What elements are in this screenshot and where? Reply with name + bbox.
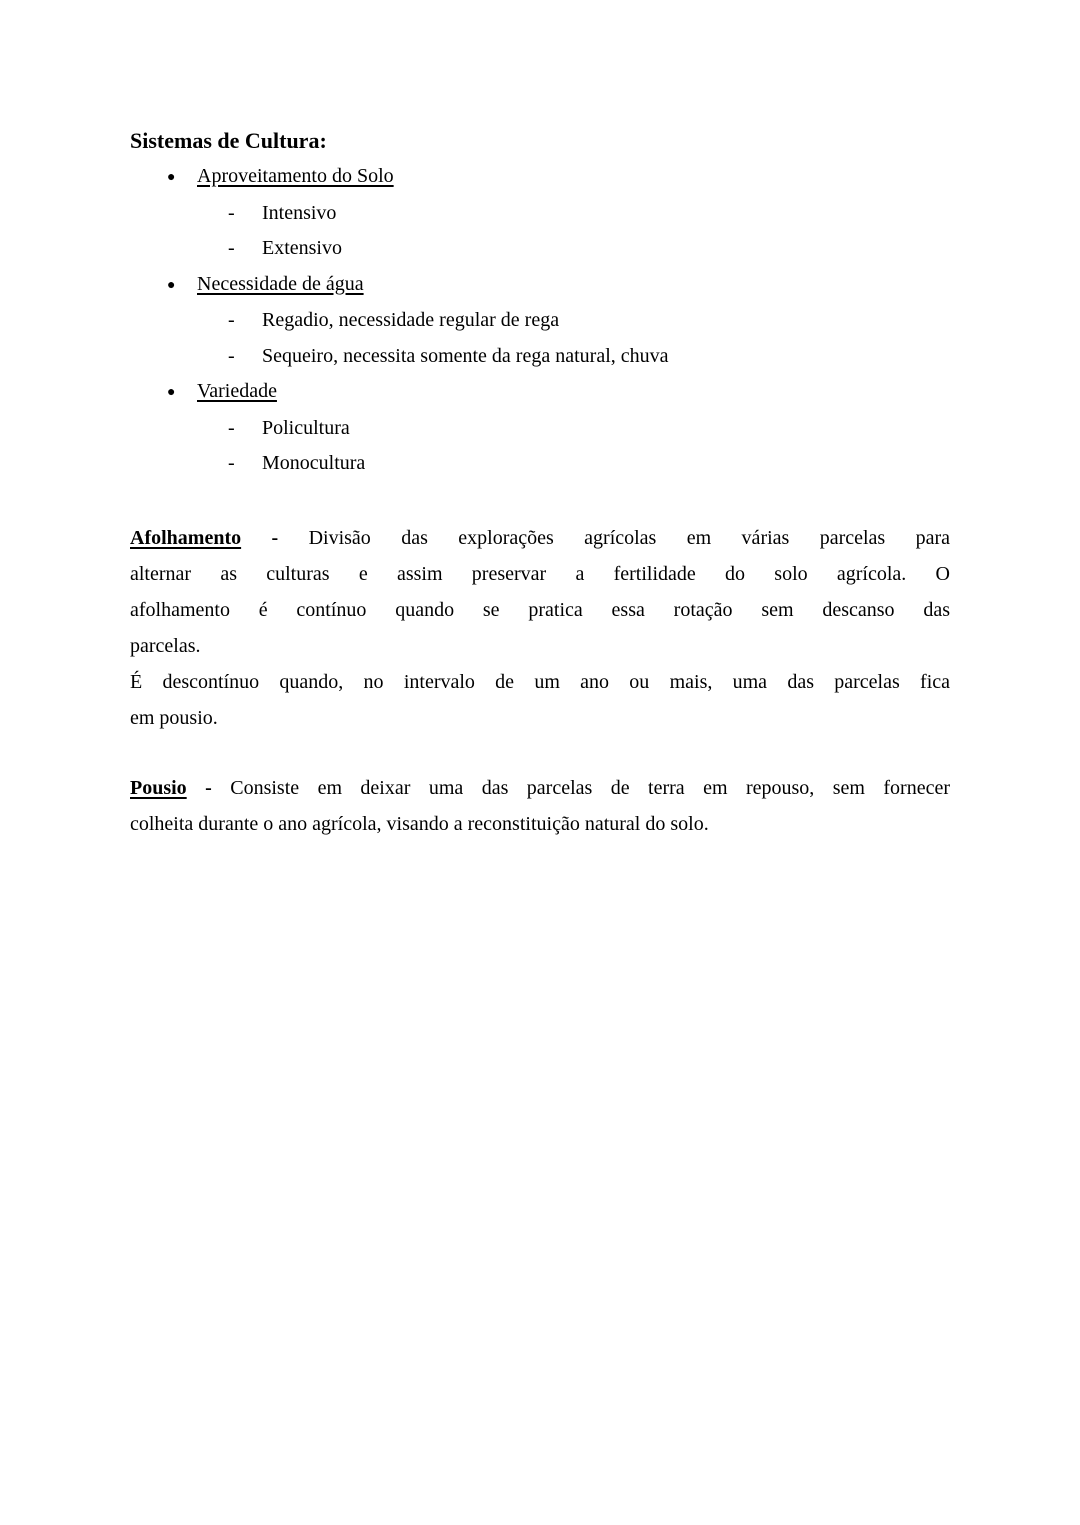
dash-icon: - <box>228 344 235 367</box>
list-subitem-label: Monocultura <box>262 452 366 474</box>
paragraph-text: Consiste em deixar uma das parcelas de terra em repouso, sem fornecer <box>230 776 950 799</box>
term-separator: - <box>205 776 212 799</box>
list-subitem <box>130 231 950 267</box>
paragraph-line: afolhamento é contínuo quando se pratica essa rotação sem descanso das <box>130 598 950 621</box>
term-separator: - <box>271 526 279 549</box>
bullet-icon: ● <box>167 385 176 400</box>
list-item <box>130 159 950 196</box>
list-item-label: Aproveitamento do Solo <box>197 165 394 187</box>
list-subitem <box>130 303 950 339</box>
paragraph-line: parcelas. <box>130 634 201 657</box>
dash-icon: - <box>228 416 235 439</box>
list-item-label: Necessidade de água <box>197 272 364 295</box>
list-subitem-label: Policultura <box>262 416 350 439</box>
list-subitem <box>130 339 950 375</box>
paragraph-line: em pousio. <box>130 706 218 729</box>
list-item <box>130 374 950 411</box>
paragraph-line <box>130 520 950 556</box>
culture-systems-list <box>130 159 950 482</box>
list-subitem-label: Regadio, necessidade regular de rega <box>262 309 560 331</box>
dash-icon: - <box>228 452 235 474</box>
list-subitem-label: Intensivo <box>262 201 337 224</box>
paragraph-line: alternar as culturas e assim preservar a fertilidade do solo agrícola. O <box>130 562 950 585</box>
dash-icon: - <box>228 309 235 331</box>
dash-icon: - <box>228 237 235 259</box>
list-subitem <box>130 446 950 482</box>
bullet-icon: ● <box>167 170 176 185</box>
bullet-icon: ● <box>167 277 176 293</box>
term-pousio: Pousio <box>130 776 187 799</box>
list-subitem <box>130 411 950 447</box>
list-item-label: Variedade <box>197 380 277 402</box>
pousio-definition <box>130 770 950 842</box>
list-subitem <box>130 196 950 232</box>
list-subitem-label: Extensivo <box>262 237 342 259</box>
paragraph-line <box>130 770 950 806</box>
dash-icon: - <box>228 201 235 224</box>
page-title: Sistemas de Cultura: <box>130 128 327 153</box>
paragraph-line: É descontínuo quando, no intervalo de um ano ou mais, uma das parcelas fica <box>130 670 950 693</box>
term-afolhamento: Afolhamento <box>130 526 242 549</box>
paragraph-text: Divisão das explorações agrícolas em várias parcelas para <box>308 526 951 549</box>
list-item <box>130 267 950 304</box>
afolhamento-definition <box>130 520 950 736</box>
paragraph-line: colheita durante o ano agrícola, visando a reconstituição natural do solo. <box>130 812 709 835</box>
list-subitem-label: Sequeiro, necessita somente da rega natural, chuva <box>262 344 669 367</box>
